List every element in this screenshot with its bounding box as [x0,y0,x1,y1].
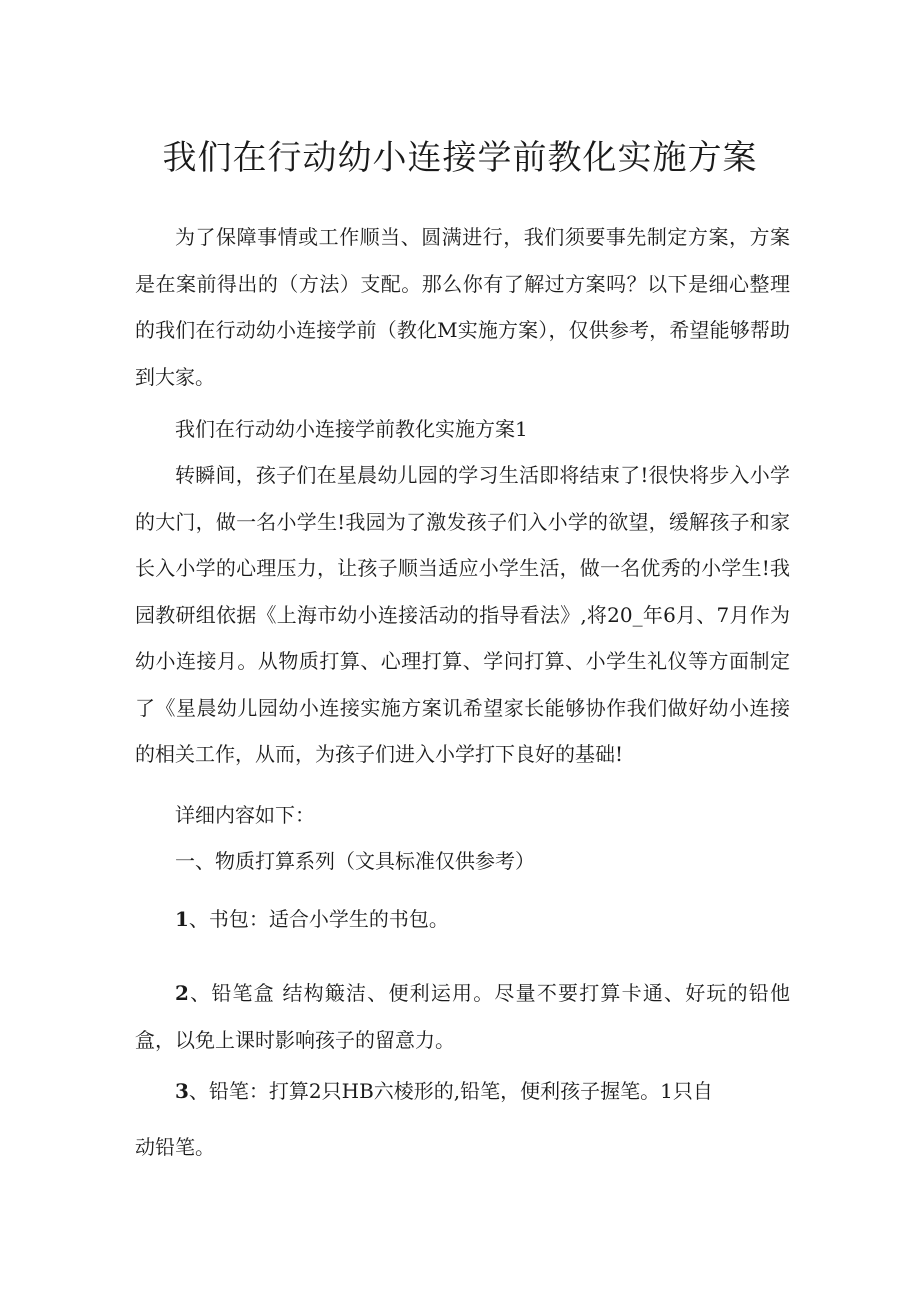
list-item [135,970,790,1063]
document-title: 我们在行动幼小连接学前教化实施方案 [162,138,758,178]
list-item [135,896,790,943]
details-intro: 详细内容如下： [175,803,315,827]
trailing-line: 动铅笔。 [135,1135,215,1159]
section-heading: 我们在行动幼小连接学前教化实施方案1 [175,417,528,441]
list-item-number: 1 [175,907,189,931]
list-item-number: 3 [175,1079,189,1103]
list-item-number: 2 [175,981,189,1005]
list-item-text: 、铅笔盒 结构簸洁、便利运用。尽量不要打算卡通、好玩的铅他盒，以免上课时影响孩子的留意力。 [135,981,790,1052]
material-heading: 一、物质打算系列（文具标准仅供参考） [175,849,535,873]
list-item-text: 、书包：适合小学生的书包。 [188,907,449,931]
intro-paragraph: 为了保障事情或工作顺当、圆满进行，我们须要事先制定方案，方案是在案前得出的（方法）支配。那么你有了解过方案吗？以下是细心整理的我们在行动幼小连接学前（教化M实施方案），仅供参考，希望能够帮助到大家。 [135,225,790,389]
body-paragraph: 转瞬间，孩子们在星晨幼儿园的学习生活即将结束了!很快将步入小学的大门，做一名小学生!我园为了激发孩子们入小学的欲望，缓解孩子和家长入小学的心理压力，让孩子顺当适应小学生活，做一名优秀的小学生!我园教研组依据《上海市幼小连接活动的指导看法》,将20_年6月、7月作为幼小连接月。从物质打算、心理打算、学问打算、小学生礼仪等方面制定了《星晨幼儿园幼小连接实施方案讥希望家长能够协作我们做好幼小连接的相关工作，从而，为孩子们进入小学打下良好的基础! [135,463,790,766]
list-item [135,1068,790,1115]
list-item-text: 、铅笔：打算2只HB六棱形的,铅笔，便利孩子握笔。1只自 [188,1079,713,1103]
